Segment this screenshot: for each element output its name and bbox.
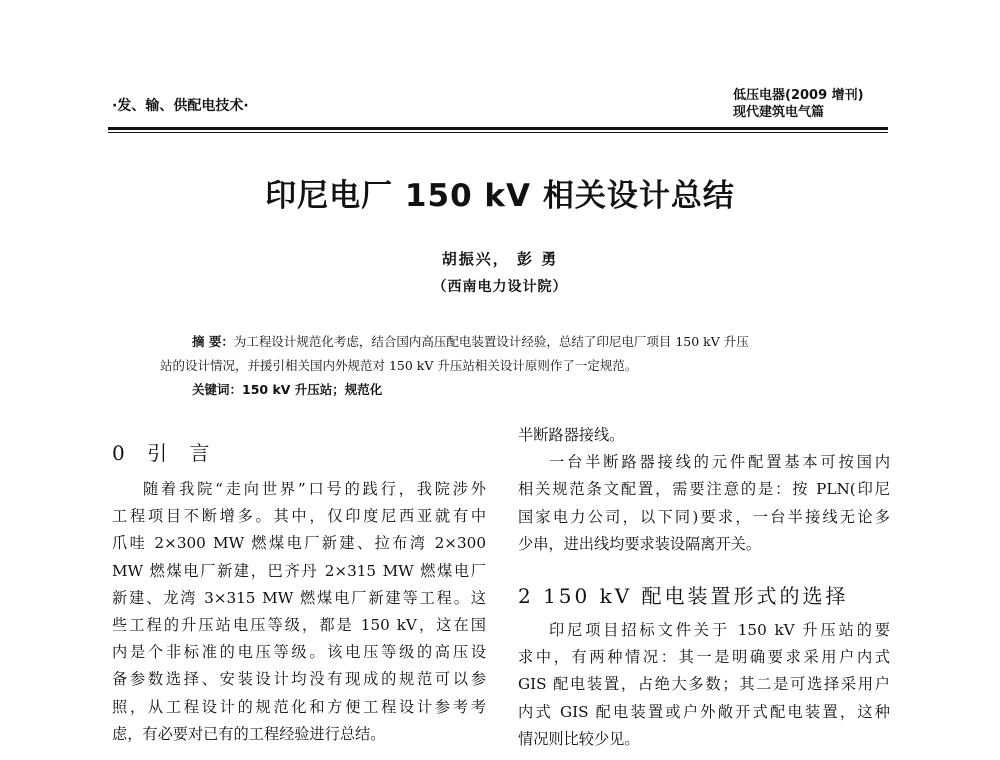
- abstract-line-1: [160, 330, 860, 354]
- keywords-label: 关键词：: [192, 382, 243, 397]
- section-2-heading: 2 150 kV 配电装置形式的选择: [518, 584, 849, 608]
- paragraph-line: 新建、龙湾 3×315 MW 燃煤电厂新建等工程。这: [112, 588, 486, 607]
- paragraph-line: 相关规范条文配置，需要注意的是：按 PLN(印尼: [518, 480, 890, 499]
- section-0-body: [112, 476, 486, 748]
- journal-subtitle: 现代建筑电气篇: [733, 105, 825, 120]
- paragraph-line: 国家电力公司，以下同)要求，一台半接线无论多: [518, 507, 890, 526]
- paragraph-line: 备参数选择、安装设计均没有现成的规范可以参: [112, 670, 486, 689]
- paragraph-line: 随着我院“走向世界”口号的践行，我院涉外: [143, 480, 486, 498]
- keywords-line: [160, 378, 860, 402]
- abstract: [160, 330, 860, 402]
- abstract-line-2: 站的设计情况，并援引相关国内外规范对 150 kV 升压站相关设计原则作了一定规范。: [160, 358, 638, 373]
- paragraph-line: 些工程的升压站电压等级，都是 150 kV，这在国: [112, 616, 486, 635]
- abstract-label: 摘 要：: [192, 334, 234, 349]
- paragraph-line: 情况则比较少见。: [518, 729, 640, 748]
- paragraph-line: 爪哇 2×300 MW 燃煤电厂新建、拉布湾 2×300: [112, 534, 486, 553]
- paragraph-line: 内式 GIS 配电装置或户外敞开式配电装置，这种: [518, 702, 890, 721]
- header-rule-thick: [108, 127, 888, 130]
- affiliation: （西南电力设计院）: [432, 279, 568, 295]
- paragraph-line: GIS 配电装置，占绝大多数；其二是可选择采用户: [518, 675, 890, 694]
- section-2-body: [518, 617, 890, 753]
- paragraph-line: 内是个非标准的电压等级。该电压等级的高压设: [112, 643, 486, 662]
- paragraph-line: 少串，进出线均要求装设隔离开关。: [518, 534, 761, 553]
- header-rule-thin: [108, 132, 888, 133]
- journal-name: 低压电器(2009 增刊): [733, 88, 864, 103]
- authors: 胡振兴， 彭 勇: [441, 250, 559, 268]
- section-tag: ·发、输、供配电技术·: [112, 98, 249, 114]
- right-column-text: [518, 422, 890, 558]
- paragraph-line: 求中，有两种情况：其一是明确要求采用户内式: [518, 648, 890, 667]
- paragraph-line: 半断路器接线。: [518, 426, 625, 444]
- paragraph-line: MW 燃煤电厂新建，巴齐丹 2×315 MW 燃煤电厂: [112, 561, 486, 580]
- paragraph-line: 虑，有必要对已有的工程经验进行总结。: [112, 724, 386, 743]
- paragraph-line: 印尼项目招标文件关于 150 kV 升压站的要: [549, 621, 890, 639]
- keywords-text: 150 kV 升压站；规范化: [242, 382, 383, 397]
- paragraph-line: 工程项目不断增多。其中，仅印度尼西亚就有中: [112, 507, 486, 526]
- paragraph-line: 照，从工程设计的规范化和方便工程设计参考考: [112, 697, 486, 716]
- paper-title: 印尼电厂 150 kV 相关设计总结: [265, 178, 735, 214]
- journal-info: [733, 87, 864, 121]
- abstract-text-1: 为工程设计规范化考虑，结合国内高压配电装置设计经验，总结了印尼电厂项目 150 kV 升压: [233, 334, 749, 349]
- section-0-heading: 0 引 言: [112, 441, 218, 465]
- paragraph-line: 一台半断路器接线的元件配置基本可按国内: [549, 453, 890, 472]
